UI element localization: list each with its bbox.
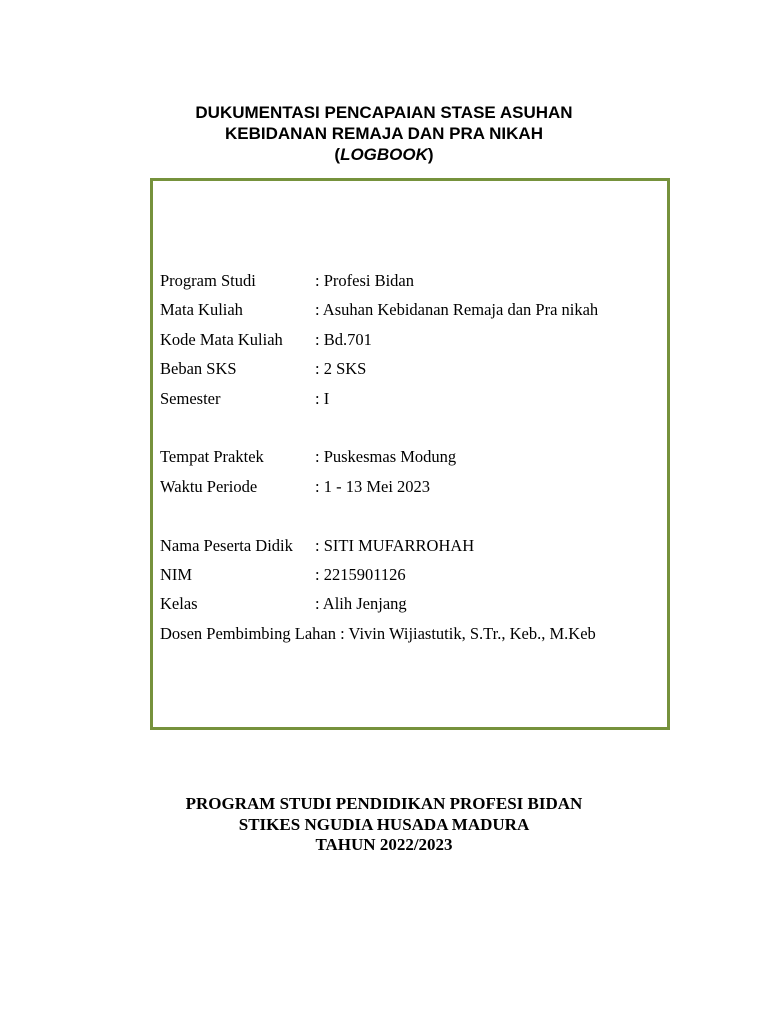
info-value: : 2215901126	[315, 564, 406, 584]
info-label: Nama Peserta Didik	[160, 535, 293, 555]
info-value: : SITI MUFARROHAH	[315, 535, 475, 555]
info-value: : Profesi Bidan	[315, 271, 414, 290]
info-label: Waktu Periode	[160, 476, 258, 496]
info-row-beban-sks	[160, 354, 660, 383]
info-row-tempat-praktek	[160, 442, 660, 471]
info-row-kode-mata-kuliah	[160, 325, 660, 354]
info-label: Mata Kuliah	[160, 300, 243, 320]
info-row-kelas	[160, 589, 660, 618]
info-row-waktu-periode	[160, 472, 660, 501]
info-value: : I	[315, 388, 330, 408]
document-title	[0, 102, 768, 165]
footer-line-3: TAHUN 2022/2023	[315, 835, 453, 854]
footer-line-1: PROGRAM STUDI PENDIDIKAN PROFESI BIDAN	[185, 794, 583, 813]
title-line-2: KEBIDANAN REMAJA DAN PRA NIKAH	[225, 124, 543, 143]
info-value: : Alih Jenjang	[315, 594, 407, 614]
info-row-nama-peserta	[160, 531, 660, 560]
title-line-1: DUKUMENTASI PENCAPAIAN STASE ASUHAN	[195, 103, 573, 122]
info-label: Semester	[160, 388, 221, 408]
info-value: : Puskesmas Modung	[315, 447, 457, 467]
footer-line-2: STIKES NGUDIA HUSADA MADURA	[238, 814, 530, 834]
info-label: Kelas	[160, 594, 198, 614]
info-label: Beban SKS	[160, 359, 237, 379]
spacer	[160, 501, 660, 530]
info-list	[160, 266, 660, 648]
info-label: Kode Mata Kuliah	[160, 329, 283, 349]
info-value: : Asuhan Kebidanan Remaja dan Pra nikah	[315, 300, 599, 320]
logbook-label: LOGBOOK	[340, 145, 428, 164]
info-label: NIM	[160, 564, 193, 584]
info-label: Program Studi	[160, 271, 256, 290]
spacer	[160, 413, 660, 442]
info-value: : Vivin Wijiastutik, S.Tr., Keb., M.Keb	[335, 623, 596, 643]
info-row-semester	[160, 384, 660, 413]
info-label: Tempat Praktek	[160, 447, 264, 467]
info-row-nim	[160, 560, 660, 589]
info-row-dosen	[160, 619, 660, 648]
info-label: Dosen Pembimbing Lahan	[160, 623, 336, 643]
info-value: : Bd.701	[315, 329, 372, 349]
title-line-3: (LOGBOOK)	[334, 145, 434, 164]
info-row-program-studi	[160, 266, 660, 295]
institution-footer	[0, 794, 768, 856]
info-value: : 2 SKS	[315, 359, 367, 379]
info-row-mata-kuliah	[160, 295, 660, 324]
info-value: : 1 - 13 Mei 2023	[315, 476, 431, 496]
